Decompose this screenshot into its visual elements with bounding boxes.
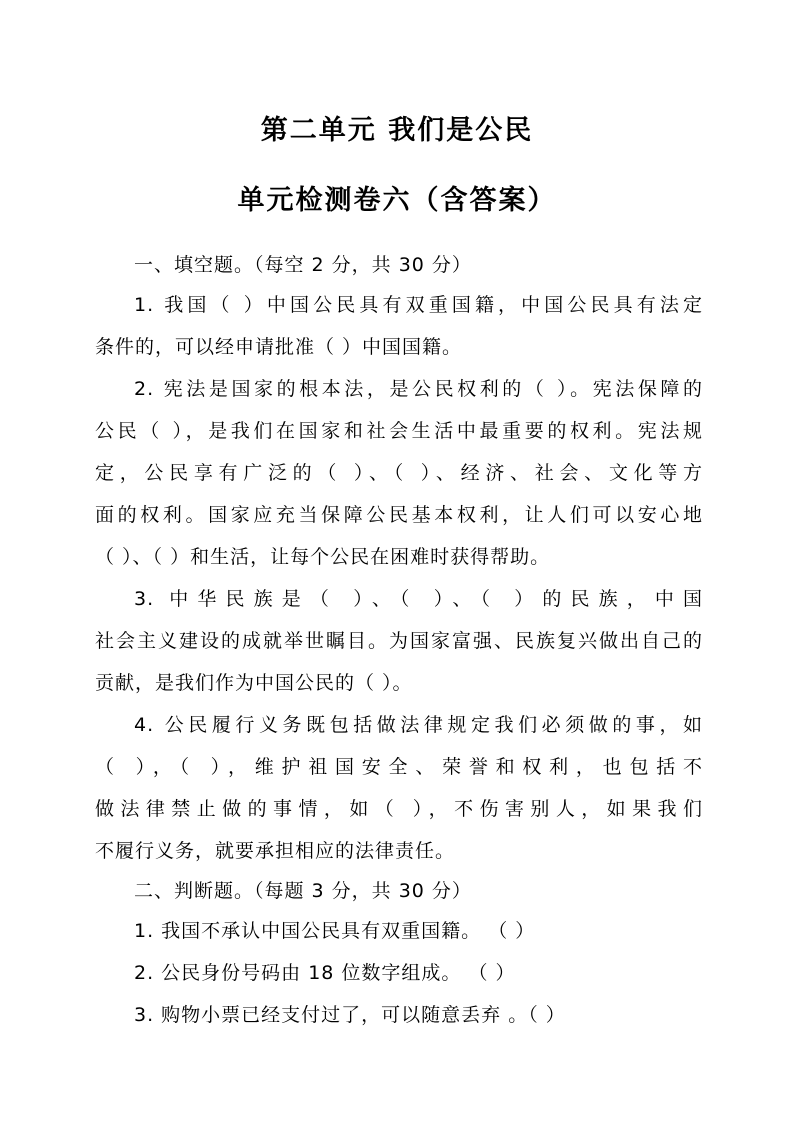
question-line: 面的权利。国家应充当保障公民基本权利，让人们可以安心地	[95, 504, 703, 526]
question-line: 做法律禁止做的事情，如（ ），不伤害别人，如果我们	[95, 798, 703, 820]
question-line: 条件的，可以经申请批准（ ）中国国籍。	[95, 336, 463, 358]
question-line: 定，公民享有广泛的（ ）、（ ）、经济、社会、文化等方	[95, 462, 703, 484]
question-line: 3. 中华民族是（ ）、（ ）、（ ）的民族，中国	[134, 588, 703, 610]
question-line: （ ），（ ），维护祖国安全、荣誉和权利，也包括不	[95, 756, 703, 778]
section-heading: 一、填空题。（每空 2 分，共 30 分）	[134, 254, 472, 276]
question-line: 社会主义建设的成就举世瞩目。为国家富强、民族复兴做出自己的	[95, 630, 703, 652]
question-line: 贡献，是我们作为中国公民的（ ）。	[95, 672, 413, 694]
question-line: 1. 我国不承认中国公民具有双重国籍。 （ ）	[134, 920, 536, 942]
question-line: 2. 宪法是国家的根本法，是公民权利的（ ）。宪法保障的	[134, 378, 703, 400]
question-line: 不履行义务，就要承担相应的法律责任。	[95, 840, 456, 862]
section-heading: 二、判断题。（每题 3 分，共 30 分）	[134, 880, 472, 902]
question-line: 3. 购物小票已经支付过了，可以随意丢弃 。（ ）	[134, 1004, 566, 1026]
question-line: 1. 我国（ ）中国公民具有双重国籍，中国公民具有法定	[134, 294, 703, 316]
page-title: 第二单元 我们是公民	[260, 115, 534, 146]
page-subtitle: 单元检测卷六（含答案）	[237, 185, 557, 216]
question-line: 公民（ ），是我们在国家和社会生活中最重要的权利。宪法规	[95, 420, 703, 442]
question-line: 2. 公民身份号码由 18 位数字组成。 （ ）	[134, 962, 516, 984]
question-line: （ ）、（ ）和生活，让每个公民在困难时获得帮助。	[95, 546, 551, 568]
question-line: 4. 公民履行义务既包括做法律规定我们必须做的事，如	[134, 714, 703, 736]
